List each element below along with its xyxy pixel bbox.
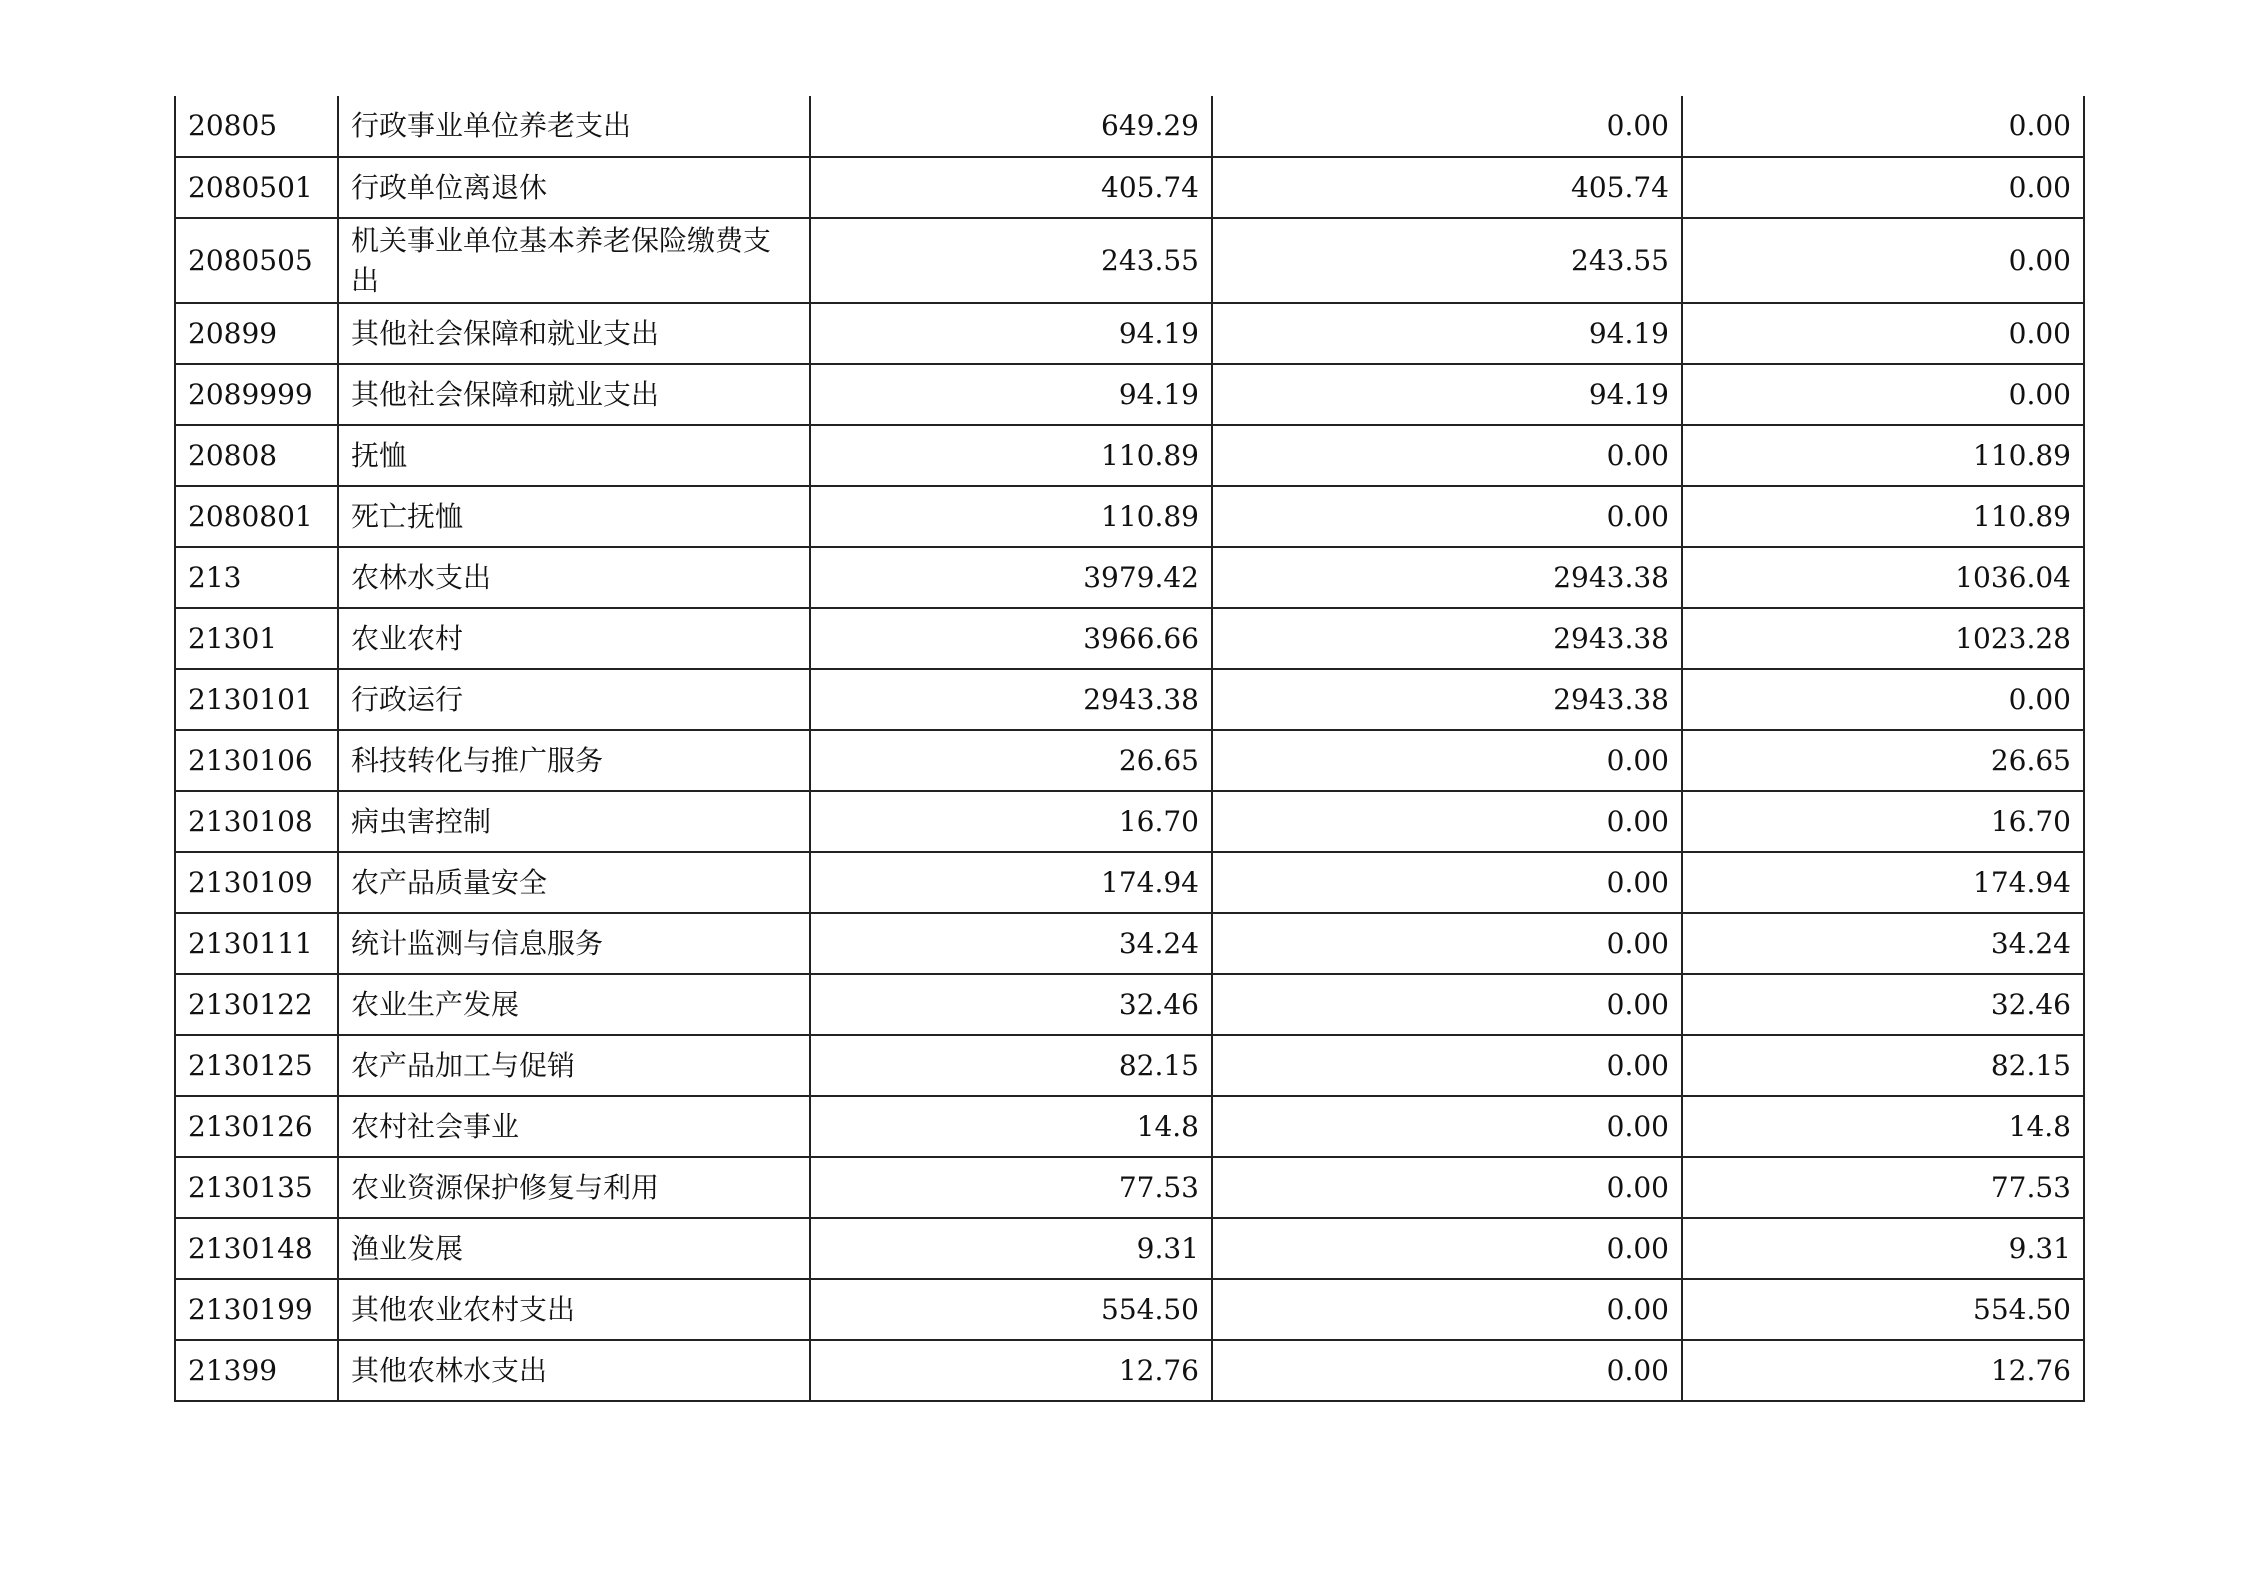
row-project-expenditure-cell: 12.76 [1682, 1340, 2084, 1401]
table-row [175, 791, 2084, 852]
row-name-cell: 农业农村 [338, 608, 810, 669]
row-name-cell: 行政事业单位养老支出 [338, 96, 810, 157]
row-name-cell: 农业生产发展 [338, 974, 810, 1035]
row-basic-expenditure-cell: 0.00 [1212, 974, 1682, 1035]
row-total-cell: 174.94 [810, 852, 1212, 913]
table-row [175, 852, 2084, 913]
row-basic-expenditure-cell: 0.00 [1212, 1279, 1682, 1340]
row-basic-expenditure-cell: 0.00 [1212, 1157, 1682, 1218]
table-row [175, 608, 2084, 669]
table-row [175, 974, 2084, 1035]
row-name-cell: 机关事业单位基本养老保险缴费支出 [338, 218, 810, 303]
row-code-cell: 2089999 [175, 364, 338, 425]
row-basic-expenditure-cell: 0.00 [1212, 913, 1682, 974]
row-project-expenditure-cell: 32.46 [1682, 974, 2084, 1035]
row-code-cell: 2130106 [175, 730, 338, 791]
row-basic-expenditure-cell: 0.00 [1212, 425, 1682, 486]
row-total-cell: 9.31 [810, 1218, 1212, 1279]
row-project-expenditure-cell: 82.15 [1682, 1035, 2084, 1096]
row-code-cell: 2130126 [175, 1096, 338, 1157]
row-name-cell: 病虫害控制 [338, 791, 810, 852]
row-project-expenditure-cell: 0.00 [1682, 364, 2084, 425]
row-total-cell: 3966.66 [810, 608, 1212, 669]
row-name-cell: 渔业发展 [338, 1218, 810, 1279]
table-row [175, 547, 2084, 608]
row-name-cell: 农业资源保护修复与利用 [338, 1157, 810, 1218]
row-total-cell: 110.89 [810, 486, 1212, 547]
row-name-cell: 行政单位离退休 [338, 157, 810, 218]
row-total-cell: 405.74 [810, 157, 1212, 218]
row-basic-expenditure-cell: 0.00 [1212, 1340, 1682, 1401]
table-row [175, 303, 2084, 364]
row-name-cell: 其他社会保障和就业支出 [338, 303, 810, 364]
row-code-cell: 2080501 [175, 157, 338, 218]
row-total-cell: 94.19 [810, 364, 1212, 425]
row-name-cell: 行政运行 [338, 669, 810, 730]
row-basic-expenditure-cell: 0.00 [1212, 852, 1682, 913]
row-code-cell: 2130108 [175, 791, 338, 852]
row-name-cell: 其他社会保障和就业支出 [338, 364, 810, 425]
table-row [175, 913, 2084, 974]
row-name-cell: 科技转化与推广服务 [338, 730, 810, 791]
row-name-cell: 抚恤 [338, 425, 810, 486]
row-code-cell: 2130122 [175, 974, 338, 1035]
table-row [175, 1218, 2084, 1279]
table-row [175, 486, 2084, 547]
table-row [175, 730, 2084, 791]
row-project-expenditure-cell: 0.00 [1682, 157, 2084, 218]
row-name-cell: 其他农林水支出 [338, 1340, 810, 1401]
table-row [175, 96, 2084, 157]
row-project-expenditure-cell: 77.53 [1682, 1157, 2084, 1218]
table-row [175, 669, 2084, 730]
row-basic-expenditure-cell: 0.00 [1212, 730, 1682, 791]
row-project-expenditure-cell: 0.00 [1682, 303, 2084, 364]
table-row [175, 1279, 2084, 1340]
row-code-cell: 2080505 [175, 218, 338, 303]
row-total-cell: 110.89 [810, 425, 1212, 486]
table-row [175, 364, 2084, 425]
row-project-expenditure-cell: 9.31 [1682, 1218, 2084, 1279]
row-total-cell: 32.46 [810, 974, 1212, 1035]
row-total-cell: 243.55 [810, 218, 1212, 303]
row-project-expenditure-cell: 0.00 [1682, 669, 2084, 730]
row-basic-expenditure-cell: 0.00 [1212, 791, 1682, 852]
row-code-cell: 2080801 [175, 486, 338, 547]
row-basic-expenditure-cell: 2943.38 [1212, 669, 1682, 730]
row-code-cell: 21301 [175, 608, 338, 669]
row-project-expenditure-cell: 174.94 [1682, 852, 2084, 913]
row-basic-expenditure-cell: 2943.38 [1212, 608, 1682, 669]
table-row [175, 425, 2084, 486]
row-code-cell: 2130135 [175, 1157, 338, 1218]
row-total-cell: 77.53 [810, 1157, 1212, 1218]
row-basic-expenditure-cell: 2943.38 [1212, 547, 1682, 608]
table-row [175, 1096, 2084, 1157]
row-code-cell: 2130109 [175, 852, 338, 913]
row-name-cell: 统计监测与信息服务 [338, 913, 810, 974]
row-total-cell: 82.15 [810, 1035, 1212, 1096]
row-basic-expenditure-cell: 0.00 [1212, 1096, 1682, 1157]
table-row [175, 1035, 2084, 1096]
row-code-cell: 2130148 [175, 1218, 338, 1279]
row-basic-expenditure-cell: 0.00 [1212, 486, 1682, 547]
table-row [175, 1340, 2084, 1401]
row-project-expenditure-cell: 110.89 [1682, 425, 2084, 486]
row-total-cell: 649.29 [810, 96, 1212, 157]
row-code-cell: 2130125 [175, 1035, 338, 1096]
row-name-cell: 农产品质量安全 [338, 852, 810, 913]
table-row [175, 157, 2084, 218]
row-total-cell: 12.76 [810, 1340, 1212, 1401]
row-basic-expenditure-cell: 94.19 [1212, 303, 1682, 364]
budget-table [174, 96, 2085, 1402]
row-basic-expenditure-cell: 405.74 [1212, 157, 1682, 218]
row-project-expenditure-cell: 1023.28 [1682, 608, 2084, 669]
row-code-cell: 20899 [175, 303, 338, 364]
row-project-expenditure-cell: 14.8 [1682, 1096, 2084, 1157]
row-total-cell: 34.24 [810, 913, 1212, 974]
row-code-cell: 213 [175, 547, 338, 608]
row-total-cell: 554.50 [810, 1279, 1212, 1340]
row-code-cell: 2130111 [175, 913, 338, 974]
table-row [175, 1157, 2084, 1218]
row-total-cell: 3979.42 [810, 547, 1212, 608]
row-project-expenditure-cell: 16.70 [1682, 791, 2084, 852]
table-row [175, 218, 2084, 303]
row-code-cell: 20805 [175, 96, 338, 157]
row-code-cell: 20808 [175, 425, 338, 486]
row-code-cell: 2130199 [175, 1279, 338, 1340]
row-total-cell: 94.19 [810, 303, 1212, 364]
row-code-cell: 21399 [175, 1340, 338, 1401]
row-project-expenditure-cell: 0.00 [1682, 96, 2084, 157]
row-project-expenditure-cell: 110.89 [1682, 486, 2084, 547]
row-project-expenditure-cell: 0.00 [1682, 218, 2084, 303]
row-name-cell: 农村社会事业 [338, 1096, 810, 1157]
row-basic-expenditure-cell: 0.00 [1212, 1218, 1682, 1279]
row-project-expenditure-cell: 554.50 [1682, 1279, 2084, 1340]
row-basic-expenditure-cell: 94.19 [1212, 364, 1682, 425]
row-project-expenditure-cell: 34.24 [1682, 913, 2084, 974]
row-total-cell: 16.70 [810, 791, 1212, 852]
row-name-cell: 农产品加工与促销 [338, 1035, 810, 1096]
row-name-cell: 农林水支出 [338, 547, 810, 608]
row-total-cell: 2943.38 [810, 669, 1212, 730]
row-total-cell: 26.65 [810, 730, 1212, 791]
row-project-expenditure-cell: 1036.04 [1682, 547, 2084, 608]
row-name-cell: 其他农业农村支出 [338, 1279, 810, 1340]
row-total-cell: 14.8 [810, 1096, 1212, 1157]
row-project-expenditure-cell: 26.65 [1682, 730, 2084, 791]
row-basic-expenditure-cell: 243.55 [1212, 218, 1682, 303]
row-name-cell: 死亡抚恤 [338, 486, 810, 547]
table-body [175, 96, 2084, 1401]
row-basic-expenditure-cell: 0.00 [1212, 96, 1682, 157]
row-code-cell: 2130101 [175, 669, 338, 730]
row-basic-expenditure-cell: 0.00 [1212, 1035, 1682, 1096]
